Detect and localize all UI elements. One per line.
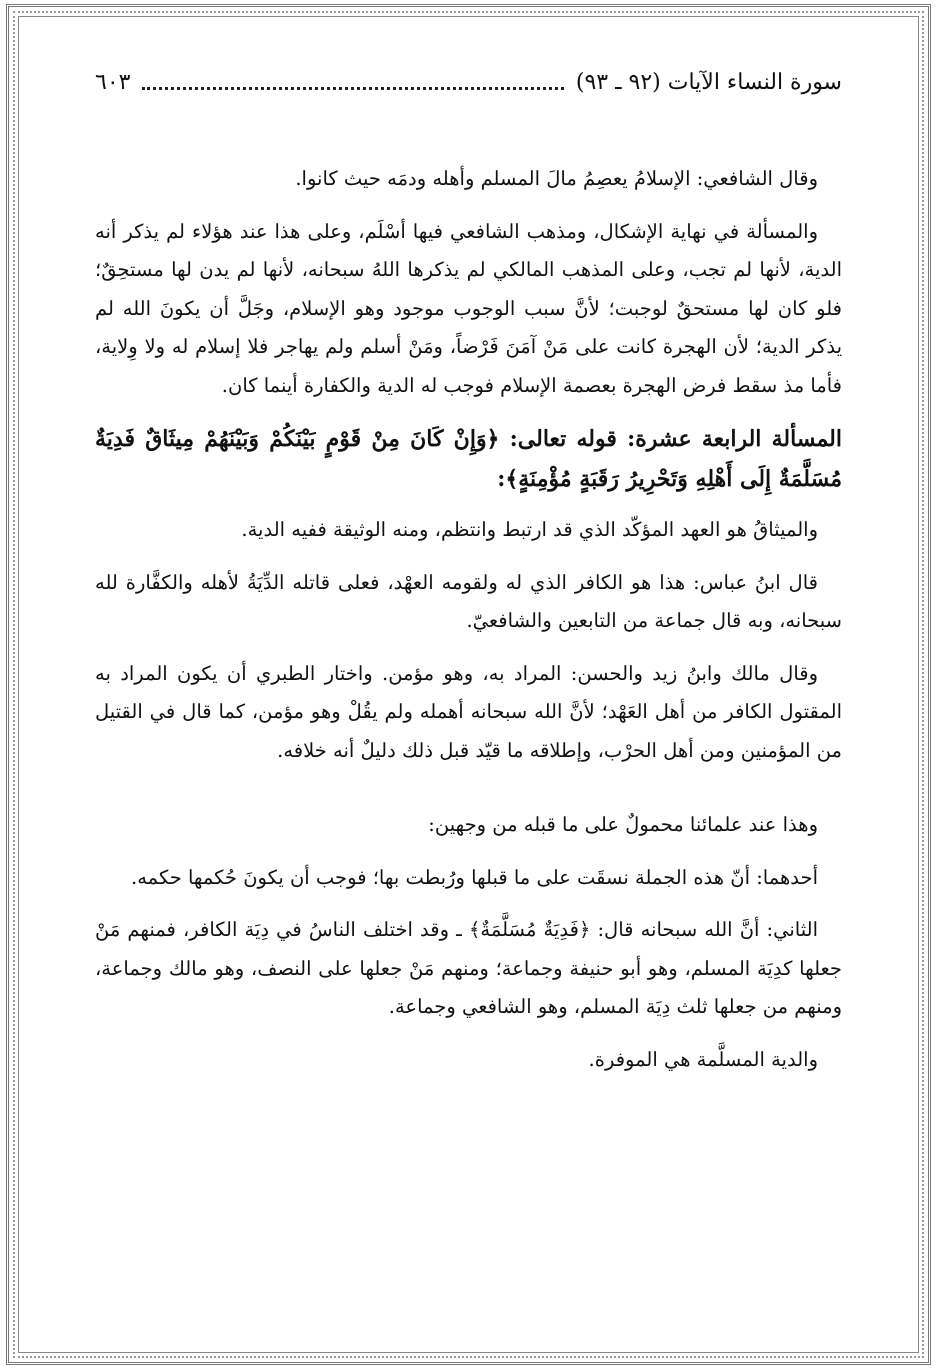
paragraph: وقال الشافعي: الإسلامُ يعصِمُ مالَ المسلم وأهله ودمَه حيث كانوا. [295,167,818,190]
paragraph: الثاني: أنَّ الله سبحانه قال: ﴿فَدِيَةٌ مُسَلَّمَةٌ﴾ ـ وقد اختلف الناسُ في دِيَة الكافر، فمنهم مَنْ جعلها كدِيَة المسلم، وهو أبو حنيفة وجماعة؛ ومنهم مَنْ جعلها على النصف، وهو مالك وجماعة، ومنهم من جعلها ثلث دِيَة المسلم، وهو الشافعي وجماعة. [95,918,842,1018]
paragraph: وقال مالك وابنُ زيد والحسن: المراد به، وهو مؤمن. واختار الطبري أن يكون المراد به المقتول الكافر من أهل العَهْد؛ لأنَّ الله سبحانه أهمله ولم يقُلْ وهو مؤمن، كما قال في القتيل من المؤمنين ومن أهل الحرْب، وإطلاقه ما قيّد قبل ذلك دليلٌ أنه خلافه. [95,661,842,762]
header-dot-leader [142,87,563,90]
section-heading: المسألة الرابعة عشرة: قوله تعالى: ﴿وَإِنْ كَانَ مِنْ قَوْمٍ بَيْنَكُمْ وَبَيْنَهُمْ مِيثَاقٌ فَدِيَةٌ مُسَلَّمَةٌ إِلَى أَهْلِهِ وَتَحْرِيرُ رَقَبَةٍ مُؤْمِنَةٍ﴾: [95,426,842,492]
paragraph: أحدهما: أنّ هذه الجملة نسقَت على ما قبلها ورُبطت بها؛ فوجب أن يكونَ حُكمها حكمه. [131,865,818,889]
paragraph: قال ابنُ عباس: هذا هو الكافر الذي له ولقومه العهْد، فعلى قاتله الدِّيَةُ لأهله والكفَّارة لله سبحانه، وبه قال جماعة من التابعين والشافعيّ. [95,570,842,632]
paragraph: والدية المسلَّمة هي الموفرة. [588,1047,818,1071]
running-title: سورة النساء الآيات (٩٢ ـ ٩٣) [575,69,842,95]
page-number: ٦٠٣ [95,69,131,95]
page-body [95,160,842,1093]
paragraph: وهذا عند علمائنا محمولٌ على ما قبله من وجهين: [428,813,818,836]
paragraph: والميثاقُ هو العهد المؤكّد الذي قد ارتبط وانتظم، ومنه الوثيقة ففيه الدية. [241,518,818,541]
page-header [95,62,842,102]
paragraph: والمسألة في نهاية الإشكال، ومذهب الشافعي فيها أسْلَم، وعلى هذا عند هؤلاء لم يذكر أنه الدية، لأنها لم تجب، وعلى المذهب المالكي لم يذكرها اللهُ سبحانه، لأنها لم يدن لها مستحِقٌ؛ فلو كان لها مستحقٌ لوجبت؛ لأنَّ سبب الوجوب موجود وهو الإسلام، وجَلَّ أن يكونَ الله لم يذكر الدية؛ لأن الهجرة كانت على مَنْ آمَنَ فَرْضاً، ومَنْ أسلم ولم يهاجر فلا إسلام له ولا وِلاية، فأما مذ سقط فرض الهجرة بعصمة الإسلام فوجب له الدية والكفارة أينما كان. [95,219,842,397]
